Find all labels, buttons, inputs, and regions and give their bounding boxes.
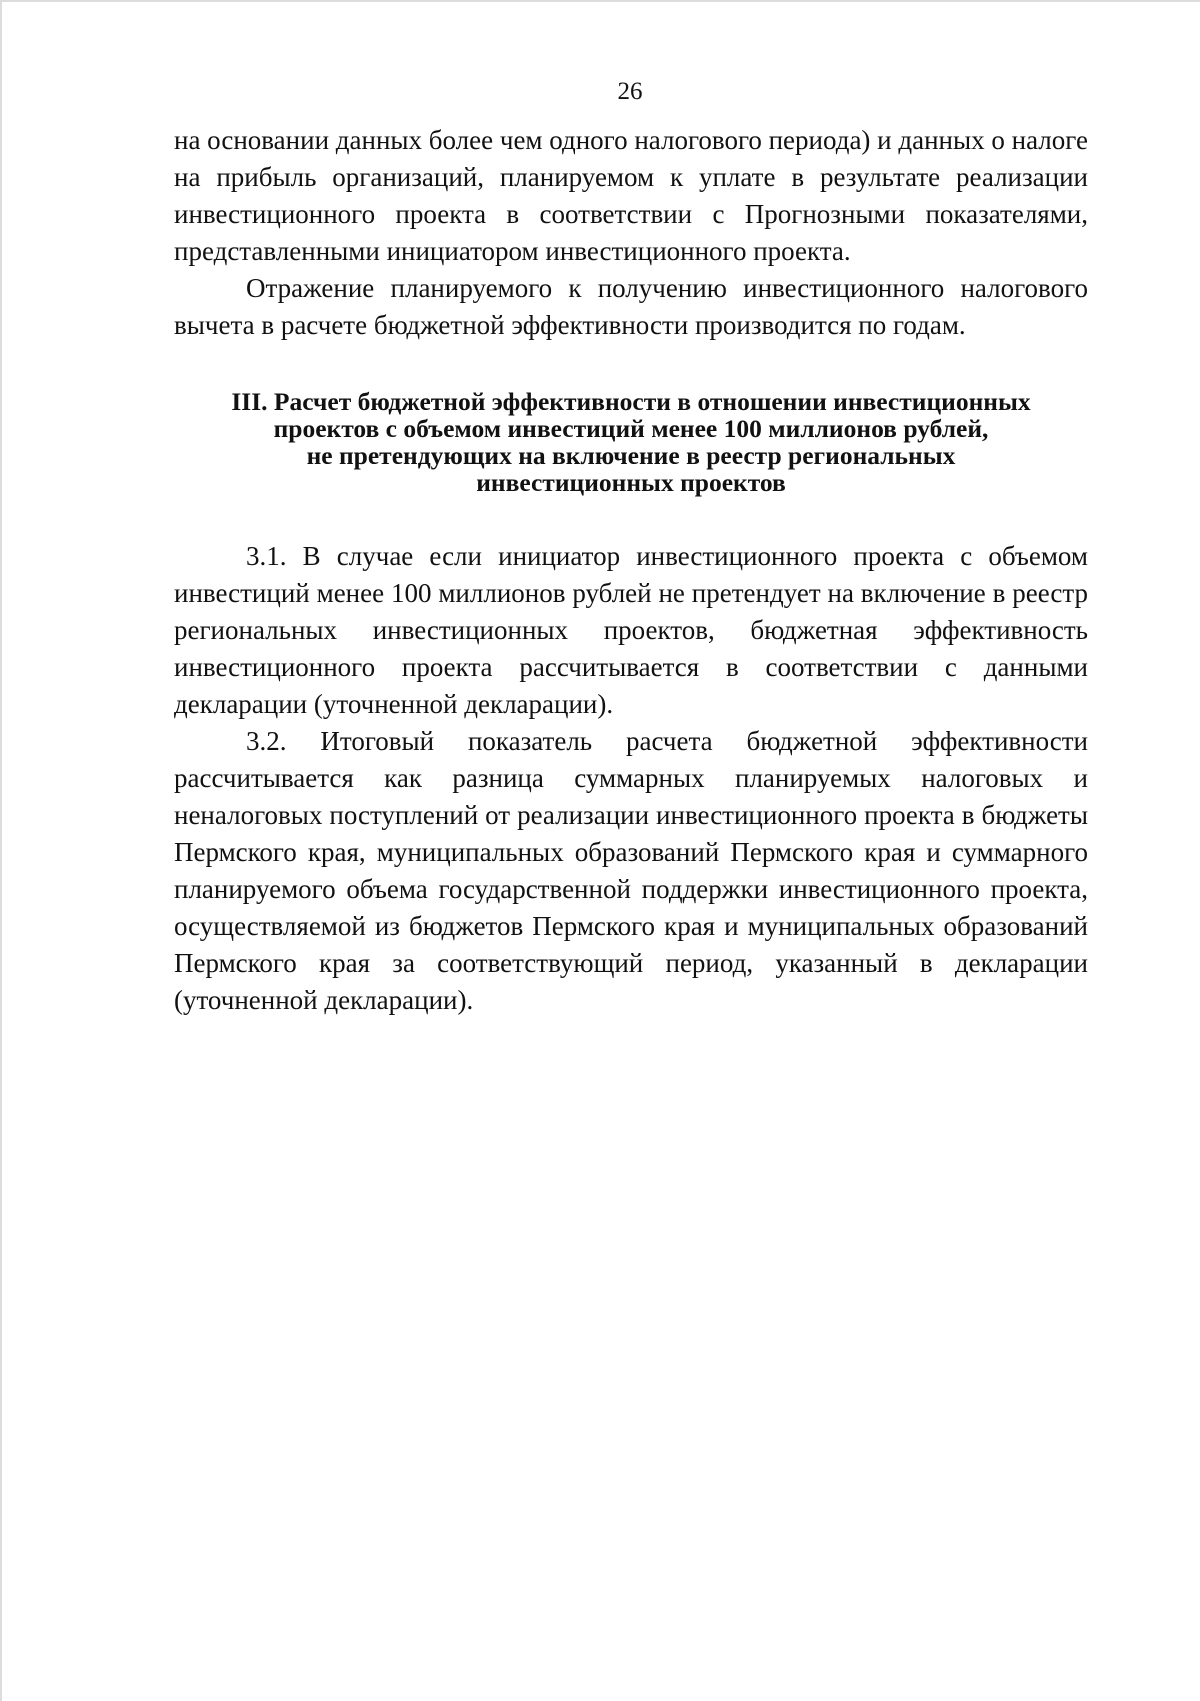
scan-edge-top [0, 0, 1200, 2]
paragraph-deduction-reflection: Отражение планируемого к получению инвестиционного налогового вычета в расчете бюджетной эффективности производится по годам. [174, 273, 1088, 340]
section-heading [174, 388, 1088, 496]
section-heading-line: инвестиционных проектов [476, 468, 786, 497]
paragraph-3-1: 3.1. В случае если инициатор инвестиционного проекта с объемом инвестиций менее 100 миллионов рублей не претендует на включение в реестр региональных инвестиционных проектов, бюджетная эффективность инвестиционного проекта рассчитывается в соответствии с данными декларации (уточненной декларации). [174, 541, 1088, 719]
scan-edge-left [0, 0, 2, 1701]
page-number: 26 [617, 78, 643, 105]
paragraph-3-2: 3.2. Итоговый показатель расчета бюджетной эффективности рассчитывается как разница суммарных планируемых налоговых и неналоговых поступлений от реализации инвестиционного проекта в бюджеты Пермского края, муниципальных образований Пермского края и суммарного планируемого объема государственной поддержки инвестиционного проекта, осуществляемой из бюджетов Пермского края и муниципальных образований Пермского края за соответствующий период, указанный в декларации (уточненной декларации). [174, 726, 1088, 1015]
section-heading-line: не претендующих на включение в реестр региональных [306, 441, 956, 470]
section-heading-line: проектов с объемом инвестиций менее 100 миллионов рублей, [273, 414, 989, 443]
paragraph-continuation: на основании данных более чем одного налогового периода) и данных о налоге на прибыль организаций, планируемом к уплате в результате реализации инвестиционного проекта в соответствии с Прогнозными показателями, представленными инициатором инвестиционного проекта. [174, 125, 1088, 266]
document-body [174, 122, 1088, 1019]
section-heading-line: III. Расчет бюджетной эффективности в отношении инвестиционных [231, 387, 1031, 416]
